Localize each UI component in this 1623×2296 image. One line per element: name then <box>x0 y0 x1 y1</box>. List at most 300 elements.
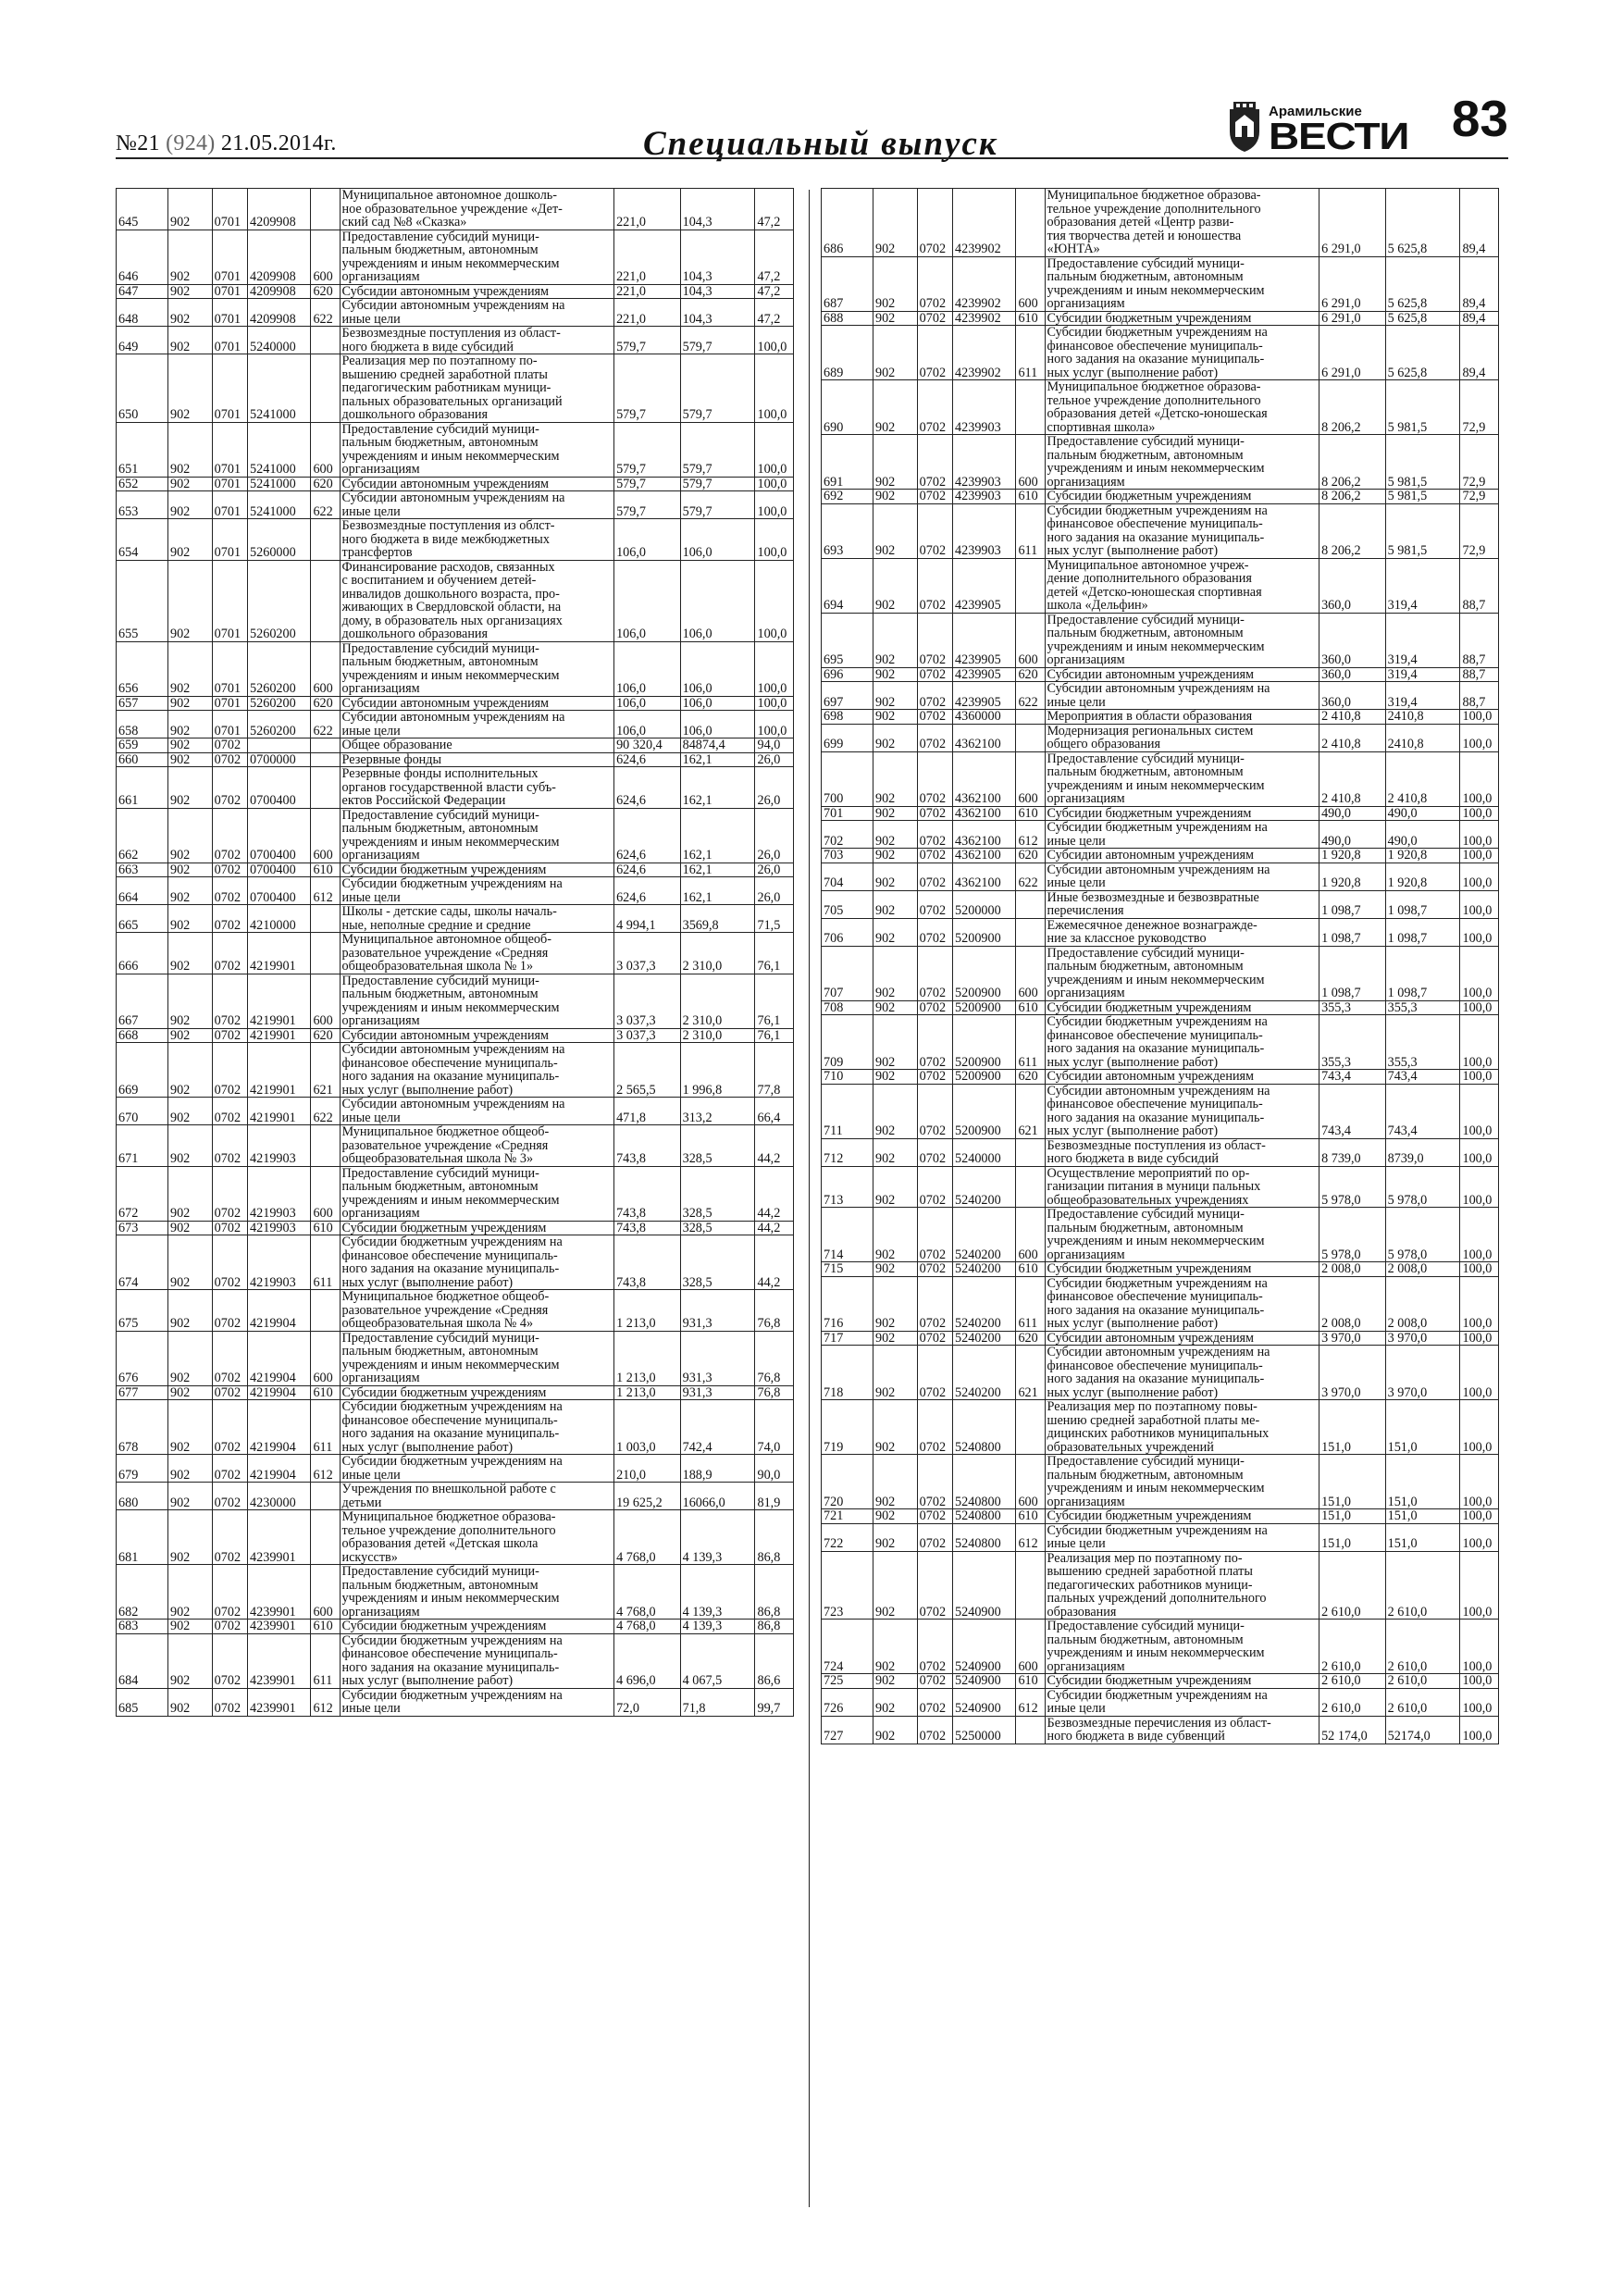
planned-amount: 6 291,0 <box>1319 256 1386 311</box>
chief-admin-code: 902 <box>873 1523 917 1551</box>
description: Субсидии бюджетным учреждениям на финансовое обеспечение муниципаль- ного задания на оказание муниципаль- ных услуг (выполнение работ) <box>1045 1015 1319 1070</box>
executed-amount: 1 920,8 <box>1385 863 1460 890</box>
table-row <box>117 1098 794 1125</box>
chief-admin-code: 902 <box>167 1290 212 1332</box>
execution-percent: 72,9 <box>1460 503 1499 558</box>
chief-admin-code: 902 <box>167 1331 212 1385</box>
description: Субсидии бюджетным учреждениям <box>1045 311 1319 326</box>
section-code: 0702 <box>917 1015 952 1070</box>
planned-amount: 106,0 <box>614 711 681 738</box>
description: Субсидии автономным учреждениям на финансовое обеспечение муниципаль- ного задания на оказание муниципаль- ных услуг (выполнение работ) <box>1045 1346 1319 1400</box>
expense-type-code <box>311 767 340 809</box>
description: Предоставление субсидий муници- пальным бюджетным, автономным учреждениям и иным некоммерческим организациям <box>340 1166 614 1221</box>
planned-amount: 2 610,0 <box>1319 1674 1386 1689</box>
target-article-code: 0700000 <box>248 752 311 767</box>
expense-type-code <box>311 189 340 230</box>
table-row <box>822 256 1499 311</box>
execution-percent: 94,0 <box>755 738 794 753</box>
target-article-code: 4239902 <box>953 189 1016 257</box>
chief-admin-code: 902 <box>167 877 212 905</box>
row-number: 695 <box>822 613 873 667</box>
chief-admin-code: 902 <box>167 1633 212 1688</box>
expense-type-code <box>1016 1138 1045 1166</box>
executed-amount: 2 610,0 <box>1385 1620 1460 1674</box>
executed-amount: 743,4 <box>1385 1084 1460 1138</box>
chief-admin-code: 902 <box>873 1509 917 1524</box>
planned-amount: 210,0 <box>614 1455 681 1483</box>
target-article-code: 4209908 <box>248 230 311 284</box>
planned-amount: 624,6 <box>614 767 681 809</box>
execution-percent: 100,0 <box>1460 1509 1499 1524</box>
chief-admin-code: 902 <box>167 284 212 299</box>
execution-percent: 74,0 <box>755 1400 794 1455</box>
row-number: 668 <box>117 1028 168 1043</box>
planned-amount: 743,4 <box>1319 1084 1386 1138</box>
executed-amount: 5 978,0 <box>1385 1166 1460 1208</box>
target-article-code: 4219901 <box>248 974 311 1028</box>
expense-type-code: 622 <box>311 711 340 738</box>
executed-amount: 106,0 <box>680 519 755 561</box>
execution-percent: 47,2 <box>755 284 794 299</box>
description: Субсидии автономным учреждениям на иные цели <box>340 1098 614 1125</box>
row-number: 688 <box>822 311 873 326</box>
target-article-code: 4219904 <box>248 1290 311 1332</box>
executed-amount: 319,4 <box>1385 613 1460 667</box>
section-code: 0701 <box>212 230 247 284</box>
row-number: 661 <box>117 767 168 809</box>
row-number: 717 <box>822 1331 873 1346</box>
description: Предоставление субсидий муници- пальным бюджетным, автономным учреждениям и иным некоммерческим организациям <box>1045 435 1319 490</box>
section-code: 0702 <box>917 710 952 725</box>
section-code: 0701 <box>212 560 247 641</box>
execution-percent: 26,0 <box>755 752 794 767</box>
executed-amount: 151,0 <box>1385 1523 1460 1551</box>
chief-admin-code: 902 <box>873 256 917 311</box>
target-article-code: 4239903 <box>953 490 1016 504</box>
target-article-code: 4219903 <box>248 1125 311 1167</box>
execution-percent: 86,8 <box>755 1510 794 1565</box>
row-number: 666 <box>117 933 168 974</box>
row-number: 645 <box>117 189 168 230</box>
description: Субсидии автономным учреждениям на иные цели <box>340 299 614 327</box>
target-article-code: 5240800 <box>953 1455 1016 1509</box>
planned-amount: 1 098,7 <box>1319 946 1386 1000</box>
row-number: 651 <box>117 422 168 477</box>
target-article-code: 4210000 <box>248 905 311 933</box>
target-article-code: 5260200 <box>248 711 311 738</box>
expense-type-code: 610 <box>1016 1262 1045 1277</box>
planned-amount: 579,7 <box>614 422 681 477</box>
description: Ежемесячное денежное вознагражде- ние за классное руководство <box>1045 918 1319 946</box>
planned-amount: 624,6 <box>614 752 681 767</box>
description: Предоставление субсидий муници- пальным бюджетным, автономным учреждениям и иным некоммерческим организациям <box>340 1565 614 1620</box>
executed-amount: 4 139,3 <box>680 1565 755 1620</box>
description: Субсидии бюджетным учреждениям на иные цели <box>340 1455 614 1483</box>
table-row <box>117 1565 794 1620</box>
planned-amount: 4 768,0 <box>614 1565 681 1620</box>
executed-amount: 931,3 <box>680 1385 755 1400</box>
execution-percent: 100,0 <box>755 477 794 491</box>
chief-admin-code: 902 <box>873 821 917 849</box>
executed-amount: 5 981,5 <box>1385 503 1460 558</box>
expense-type-code: 610 <box>1016 806 1045 821</box>
expense-type-code: 620 <box>1016 1070 1045 1085</box>
expense-type-code: 600 <box>311 974 340 1028</box>
target-article-code: 4239902 <box>953 326 1016 380</box>
section-code: 0701 <box>212 711 247 738</box>
executed-amount: 5 978,0 <box>1385 1208 1460 1262</box>
section-code: 0702 <box>917 946 952 1000</box>
target-article-code: 0700400 <box>248 863 311 877</box>
description: Субсидии автономным учреждениям <box>340 284 614 299</box>
description: Субсидии автономным учреждениям <box>340 477 614 491</box>
executed-amount: 2 610,0 <box>1385 1674 1460 1689</box>
expense-type-code <box>1016 1551 1045 1620</box>
planned-amount: 52 174,0 <box>1319 1716 1386 1744</box>
logo-small-text: Арамильские <box>1269 104 1362 119</box>
section-code: 0702 <box>917 1166 952 1208</box>
table-row <box>822 821 1499 849</box>
chief-admin-code: 902 <box>873 435 917 490</box>
execution-percent: 72,9 <box>1460 380 1499 435</box>
expense-type-code <box>1016 1716 1045 1744</box>
executed-amount: 313,2 <box>680 1098 755 1125</box>
target-article-code: 4239903 <box>953 435 1016 490</box>
executed-amount: 490,0 <box>1385 821 1460 849</box>
executed-amount: 1 098,7 <box>1385 918 1460 946</box>
chief-admin-code: 902 <box>873 1166 917 1208</box>
executed-amount: 84874,4 <box>680 738 755 753</box>
section-code: 0702 <box>212 974 247 1028</box>
section-code: 0702 <box>212 905 247 933</box>
row-number: 725 <box>822 1674 873 1689</box>
execution-percent: 47,2 <box>755 299 794 327</box>
section-code: 0702 <box>212 863 247 877</box>
expense-type-code: 610 <box>1016 1000 1045 1015</box>
row-number: 671 <box>117 1125 168 1167</box>
execution-percent: 100,0 <box>1460 1523 1499 1551</box>
row-number: 718 <box>822 1346 873 1400</box>
row-number: 683 <box>117 1620 168 1634</box>
description: Муниципальное бюджетное образова- тельное учреждение дополнительного образования детей «Детская школа искусств» <box>340 1510 614 1565</box>
section-code: 0702 <box>212 1043 247 1098</box>
planned-amount: 221,0 <box>614 284 681 299</box>
expense-type-code: 620 <box>311 477 340 491</box>
section-code: 0702 <box>212 933 247 974</box>
table-row <box>117 1688 794 1716</box>
description: Предоставление субсидий муници- пальным бюджетным, автономным учреждениям и иным некоммерческим организациям <box>340 230 614 284</box>
chief-admin-code: 902 <box>873 1551 917 1620</box>
table-row <box>117 354 794 423</box>
description: Субсидии автономным учреждениям <box>340 696 614 711</box>
target-article-code: 5240200 <box>953 1331 1016 1346</box>
section-code: 0701 <box>212 284 247 299</box>
page-number: 83 <box>1451 90 1508 147</box>
executed-amount: 52174,0 <box>1385 1716 1460 1744</box>
expense-type-code: 611 <box>1016 1015 1045 1070</box>
expense-type-code: 600 <box>311 1166 340 1221</box>
row-number: 706 <box>822 918 873 946</box>
execution-percent: 100,0 <box>1460 1716 1499 1744</box>
description: Субсидии автономным учреждениям на иные цели <box>1045 682 1319 710</box>
table-row <box>822 1620 1499 1674</box>
expense-type-code: 610 <box>1016 1674 1045 1689</box>
executed-amount: 931,3 <box>680 1331 755 1385</box>
executed-amount: 162,1 <box>680 863 755 877</box>
planned-amount: 579,7 <box>614 354 681 423</box>
row-number: 654 <box>117 519 168 561</box>
expense-type-code: 600 <box>311 1331 340 1385</box>
planned-amount: 3 037,3 <box>614 1028 681 1043</box>
executed-amount: 931,3 <box>680 1290 755 1332</box>
section-code: 0701 <box>212 491 247 519</box>
target-article-code: 4362100 <box>953 806 1016 821</box>
executed-amount: 5 981,5 <box>1385 435 1460 490</box>
section-code: 0702 <box>212 1510 247 1565</box>
expense-type-code <box>311 905 340 933</box>
executed-amount: 16066,0 <box>680 1483 755 1510</box>
description: Субсидии бюджетным учреждениям <box>1045 1262 1319 1277</box>
target-article-code: 5240200 <box>953 1208 1016 1262</box>
section-code: 0702 <box>212 1166 247 1221</box>
table-row <box>822 435 1499 490</box>
planned-amount: 106,0 <box>614 641 681 696</box>
executed-amount: 355,3 <box>1385 1015 1460 1070</box>
section-code: 0701 <box>212 189 247 230</box>
chief-admin-code: 902 <box>167 1483 212 1510</box>
execution-percent: 26,0 <box>755 767 794 809</box>
section-code: 0702 <box>917 751 952 806</box>
expense-type-code: 622 <box>1016 682 1045 710</box>
executed-amount: 162,1 <box>680 767 755 809</box>
row-number: 655 <box>117 560 168 641</box>
execution-percent: 44,2 <box>755 1166 794 1221</box>
target-article-code: 4362100 <box>953 849 1016 863</box>
description: Субсидии бюджетным учреждениям на финансовое обеспечение муниципаль- ного задания на оказание муниципаль- ных услуг (выполнение работ) <box>1045 1276 1319 1331</box>
section-code: 0702 <box>917 821 952 849</box>
planned-amount: 1 098,7 <box>1319 890 1386 918</box>
target-article-code: 4239905 <box>953 558 1016 613</box>
execution-percent: 47,2 <box>755 189 794 230</box>
section-code: 0702 <box>917 1509 952 1524</box>
description: Субсидии автономным учреждениям <box>340 1028 614 1043</box>
description: Субсидии автономным учреждениям на иные цели <box>340 711 614 738</box>
expense-type-code: 612 <box>1016 1688 1045 1716</box>
target-article-code: 5250000 <box>953 1716 1016 1744</box>
expense-type-code <box>1016 710 1045 725</box>
chief-admin-code: 902 <box>167 1455 212 1483</box>
target-article-code: 4239901 <box>248 1688 311 1716</box>
chief-admin-code: 902 <box>873 1716 917 1744</box>
execution-percent: 100,0 <box>1460 806 1499 821</box>
chief-admin-code: 902 <box>167 767 212 809</box>
table-row <box>117 1331 794 1385</box>
chief-admin-code: 902 <box>167 560 212 641</box>
table-row <box>117 905 794 933</box>
expense-type-code: 610 <box>311 863 340 877</box>
row-number: 686 <box>822 189 873 257</box>
chief-admin-code: 902 <box>167 738 212 753</box>
row-number: 709 <box>822 1015 873 1070</box>
executed-amount: 104,3 <box>680 284 755 299</box>
expense-type-code: 622 <box>311 491 340 519</box>
description: Субсидии автономным учреждениям <box>1045 667 1319 682</box>
chief-admin-code: 902 <box>167 696 212 711</box>
expense-type-code: 600 <box>1016 1208 1045 1262</box>
expense-type-code: 620 <box>1016 667 1045 682</box>
execution-percent: 76,8 <box>755 1385 794 1400</box>
executed-amount: 5 625,8 <box>1385 256 1460 311</box>
table-row <box>822 946 1499 1000</box>
target-article-code: 4239905 <box>953 682 1016 710</box>
planned-amount: 72,0 <box>614 1688 681 1716</box>
description: Субсидии бюджетным учреждениям на иные цели <box>340 1688 614 1716</box>
planned-amount: 743,8 <box>614 1166 681 1221</box>
table-row <box>822 326 1499 380</box>
description: Предоставление субсидий муници- пальным бюджетным, автономным учреждениям и иным некоммерческим организациям <box>340 808 614 863</box>
row-number: 667 <box>117 974 168 1028</box>
expense-type-code: 600 <box>1016 256 1045 311</box>
table-row <box>822 1509 1499 1524</box>
chief-admin-code: 902 <box>167 1028 212 1043</box>
execution-percent: 72,9 <box>1460 435 1499 490</box>
section-code: 0702 <box>917 435 952 490</box>
execution-percent: 100,0 <box>1460 1276 1499 1331</box>
planned-amount: 3 970,0 <box>1319 1331 1386 1346</box>
execution-percent: 100,0 <box>1460 751 1499 806</box>
section-code: 0701 <box>212 477 247 491</box>
planned-amount: 2 565,5 <box>614 1043 681 1098</box>
row-number: 727 <box>822 1716 873 1744</box>
executed-amount: 3569,8 <box>680 905 755 933</box>
chief-admin-code: 902 <box>167 1400 212 1455</box>
expense-type-code: 600 <box>1016 613 1045 667</box>
execution-percent: 90,0 <box>755 1455 794 1483</box>
description: Муниципальное бюджетное общеоб- разовательное учреждение «Средняя общеобразовательная школа № 3» <box>340 1125 614 1167</box>
executed-amount: 328,5 <box>680 1125 755 1167</box>
description: Субсидии автономным учреждениям на иные цели <box>1045 863 1319 890</box>
executed-amount: 4 067,5 <box>680 1633 755 1688</box>
execution-percent: 100,0 <box>1460 1620 1499 1674</box>
execution-percent: 100,0 <box>1460 710 1499 725</box>
row-number: 705 <box>822 890 873 918</box>
chief-admin-code: 902 <box>167 1620 212 1634</box>
coat-of-arms-icon <box>1226 100 1263 154</box>
expense-type-code <box>1016 189 1045 257</box>
description: Субсидии бюджетным учреждениям <box>340 1221 614 1235</box>
target-article-code: 5200900 <box>953 946 1016 1000</box>
target-article-code: 4219904 <box>248 1400 311 1455</box>
executed-amount: 742,4 <box>680 1400 755 1455</box>
executed-amount: 319,4 <box>1385 682 1460 710</box>
table-row <box>117 1235 794 1290</box>
description: Модернизация региональных систем общего образования <box>1045 724 1319 751</box>
table-row <box>822 189 1499 257</box>
section-code: 0702 <box>917 682 952 710</box>
description: Субсидии автономным учреждениям <box>1045 1331 1319 1346</box>
executed-amount: 2 310,0 <box>680 1028 755 1043</box>
execution-percent: 100,0 <box>1460 1262 1499 1277</box>
description: Субсидии бюджетным учреждениям на финансовое обеспечение муниципаль- ного задания на оказание муниципаль- ных услуг (выполнение работ) <box>340 1633 614 1688</box>
target-article-code: 4209908 <box>248 284 311 299</box>
expense-type-code: 600 <box>1016 1455 1045 1509</box>
section-code: 0702 <box>917 1551 952 1620</box>
executed-amount: 1 920,8 <box>1385 849 1460 863</box>
table-row <box>117 1385 794 1400</box>
section-code: 0702 <box>917 890 952 918</box>
row-number: 710 <box>822 1070 873 1085</box>
table-row <box>822 724 1499 751</box>
planned-amount: 1 003,0 <box>614 1400 681 1455</box>
target-article-code: 5240900 <box>953 1551 1016 1620</box>
execution-percent: 88,7 <box>1460 558 1499 613</box>
row-number: 676 <box>117 1331 168 1385</box>
table-row <box>117 1028 794 1043</box>
target-article-code: 4219904 <box>248 1385 311 1400</box>
section-code: 0702 <box>212 1098 247 1125</box>
executed-amount: 579,7 <box>680 422 755 477</box>
description: Предоставление субсидий муници- пальным бюджетным, автономным учреждениям и иным некоммерческим организациям <box>1045 751 1319 806</box>
expense-type-code <box>311 738 340 753</box>
chief-admin-code: 902 <box>873 724 917 751</box>
description: Предоставление субсидий муници- пальным бюджетным, автономным учреждениям и иным некоммерческим организациям <box>340 422 614 477</box>
description: Муниципальное бюджетное образова- тельное учреждение дополнительного образования детей «Детско-юношеская спортивная школа» <box>1045 380 1319 435</box>
table-row <box>822 890 1499 918</box>
chief-admin-code: 902 <box>873 1070 917 1085</box>
row-number: 712 <box>822 1138 873 1166</box>
table-row <box>117 752 794 767</box>
section-code: 0702 <box>212 1633 247 1688</box>
table-row <box>822 1523 1499 1551</box>
table-row <box>822 1716 1499 1744</box>
planned-amount: 1 213,0 <box>614 1290 681 1332</box>
executed-amount: 2 410,8 <box>1385 751 1460 806</box>
table-row <box>822 918 1499 946</box>
target-article-code: 5241000 <box>248 422 311 477</box>
section-code: 0702 <box>212 1455 247 1483</box>
chief-admin-code: 902 <box>167 1235 212 1290</box>
execution-percent: 77,8 <box>755 1043 794 1098</box>
chief-admin-code: 902 <box>873 890 917 918</box>
description: Субсидии бюджетным учреждениям на иные цели <box>1045 1523 1319 1551</box>
chief-admin-code: 902 <box>873 1000 917 1015</box>
section-code: 0702 <box>917 1084 952 1138</box>
target-article-code: 5200900 <box>953 1084 1016 1138</box>
target-article-code: 5260200 <box>248 641 311 696</box>
chief-admin-code: 902 <box>873 1331 917 1346</box>
expense-type-code: 612 <box>311 1455 340 1483</box>
row-number: 700 <box>822 751 873 806</box>
planned-amount: 4 768,0 <box>614 1510 681 1565</box>
row-number: 669 <box>117 1043 168 1098</box>
description: Мероприятия в области образования <box>1045 710 1319 725</box>
logo-big-text: ВЕСТИ <box>1269 115 1409 157</box>
section-code: 0702 <box>917 1688 952 1716</box>
table-row <box>822 1000 1499 1015</box>
table-row <box>117 1043 794 1098</box>
execution-percent: 44,2 <box>755 1235 794 1290</box>
planned-amount: 624,6 <box>614 863 681 877</box>
planned-amount: 221,0 <box>614 299 681 327</box>
row-number: 675 <box>117 1290 168 1332</box>
executed-amount: 162,1 <box>680 808 755 863</box>
row-number: 657 <box>117 696 168 711</box>
executed-amount: 104,3 <box>680 299 755 327</box>
expense-type-code <box>1016 1400 1045 1455</box>
target-article-code: 5200900 <box>953 1070 1016 1085</box>
execution-percent: 100,0 <box>1460 849 1499 863</box>
execution-percent: 100,0 <box>1460 1000 1499 1015</box>
